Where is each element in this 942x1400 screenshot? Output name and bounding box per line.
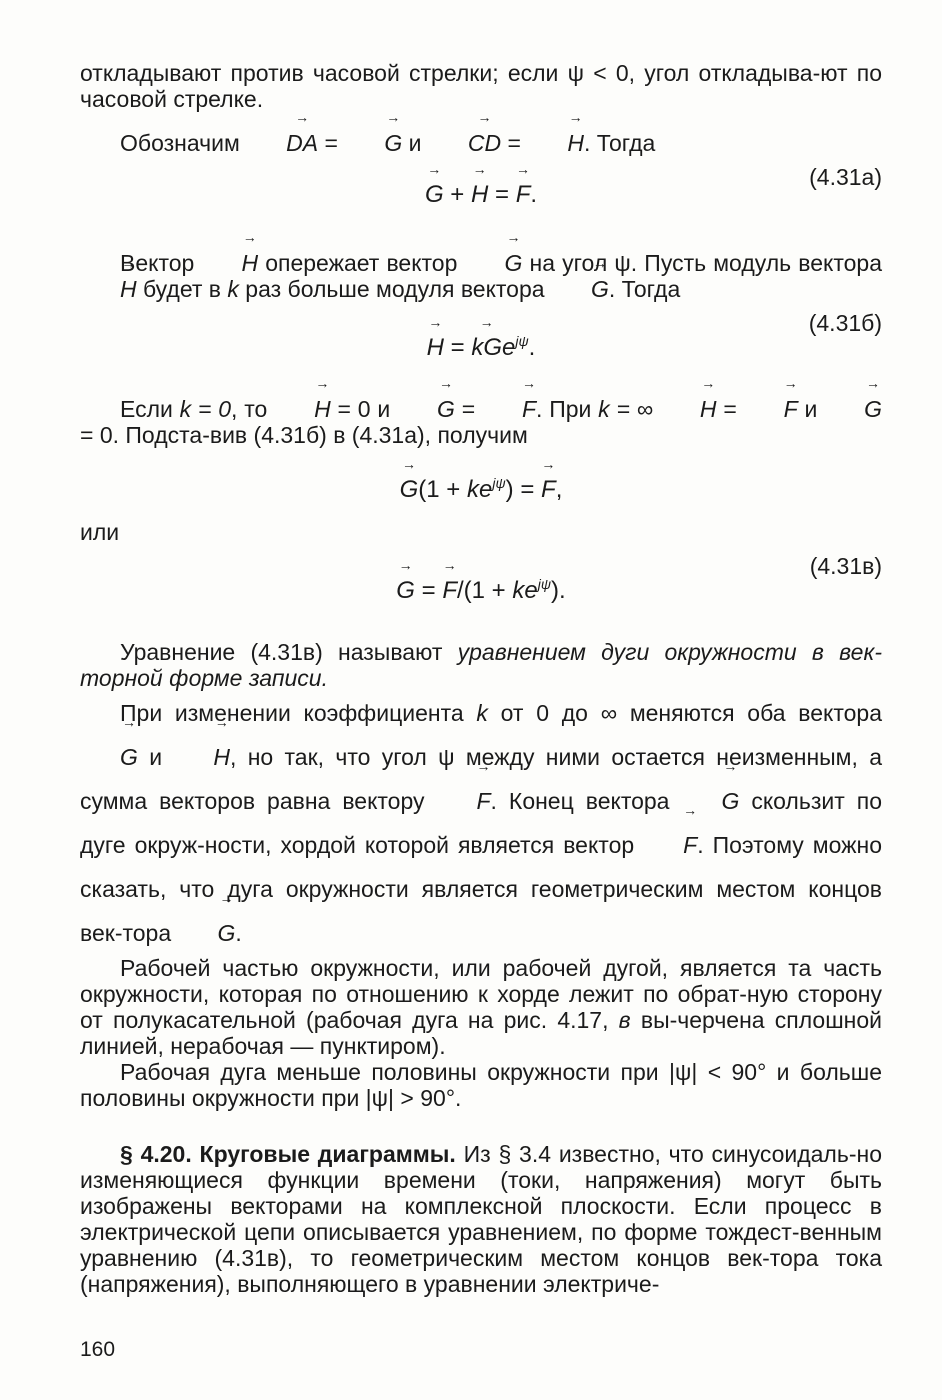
text: k = 0 (179, 396, 231, 422)
text: , (555, 476, 563, 503)
text: . Тогда (583, 130, 656, 156)
vector-G: → G (80, 735, 138, 779)
text: будет в (136, 276, 228, 302)
formula (80, 571, 882, 604)
text: ). (551, 577, 566, 604)
coefficient-k: k (227, 276, 239, 302)
text: = 0 (80, 422, 113, 448)
text: k (467, 476, 479, 503)
page-number: 160 (80, 1338, 116, 1361)
text: от 0 до ∞ меняются оба вектора (487, 700, 882, 726)
text: При изменении коэффициента (120, 700, 477, 726)
text: . (528, 334, 536, 361)
text: = 0 (330, 396, 371, 422)
text: k (476, 700, 488, 726)
text: . Подста-вив (4.31б) в (4.31а), получим (112, 422, 528, 448)
paragraph-5 (80, 639, 882, 691)
exponent: jψ (537, 576, 552, 592)
text: . При (536, 396, 599, 422)
equation-number: (4.31в) (809, 553, 882, 579)
text: Уравнение (4.31в) называют (120, 639, 458, 665)
vector-CD: → CD (428, 130, 501, 156)
paragraph-1: откладывают против часовой стрелки; если ψ < 0, угол откладыва-ют по часовой стрелке. (80, 60, 882, 112)
equation-number: (4.31а) (809, 164, 882, 190)
text: и (402, 130, 428, 156)
text: = (716, 396, 744, 422)
vector-H: → H (471, 182, 488, 208)
vector-H: → H (660, 396, 717, 422)
text: вы-черчена сплошной линией, нерабочая — пунктиром). (80, 1007, 882, 1059)
text: Вектор (120, 250, 202, 276)
formula (80, 182, 882, 208)
vector-G: → G (681, 779, 739, 823)
text: , но так, что угол ψ между ними остается неизменным, а сумма векторов равна вектору (80, 744, 882, 814)
text: . Поэтому можно сказать, что дуга окружности является геометрическим местом концов век-тора (80, 832, 882, 946)
text: и (370, 396, 397, 422)
text: . Конец вектора (490, 788, 682, 814)
text: скользит по дуге окруж-ности, хордой которой является вектор (80, 788, 882, 858)
exponent: jψ (515, 333, 529, 349)
italic-term: уравнением дуги окружности в век-торной форме записи. (80, 639, 882, 691)
vector-G: → G (551, 276, 609, 302)
text: на угол ψ. Пусть модуль вектора (522, 250, 882, 276)
vector-F: → F (541, 477, 556, 503)
text: k (512, 577, 525, 604)
text: ) (505, 476, 514, 503)
text: = (443, 334, 472, 361)
vector-F: → F (643, 823, 697, 867)
text: = (513, 476, 542, 503)
section-heading: § 4.20. Круговые диаграммы. (120, 1141, 456, 1167)
vector-G: → G (397, 396, 455, 422)
text: в (618, 1007, 631, 1033)
vector-H: → H (427, 335, 444, 361)
equation-4-31a (80, 164, 882, 220)
vector-G: → G (465, 250, 523, 276)
vector-H: → H (173, 735, 230, 779)
vector-F: → F (482, 396, 536, 422)
vector-G: → G (396, 578, 415, 604)
text: = (454, 396, 482, 422)
text: раз больше модуля вектора (238, 276, 551, 302)
text: e (502, 334, 516, 361)
vector-G: → G (425, 182, 444, 208)
vector-G: → G (400, 477, 419, 503)
text: (1 + (418, 476, 467, 503)
vector-F: → F (516, 182, 531, 208)
page-body (80, 60, 882, 1297)
vector-F: → F (744, 396, 798, 422)
text: k = ∞ (598, 396, 654, 422)
vector-F: → F (442, 578, 457, 604)
text: . (530, 181, 538, 208)
text: = (501, 130, 528, 156)
paragraph-3 (80, 250, 882, 302)
text: опережает вектор (258, 250, 465, 276)
vector-kG: → kG (471, 335, 502, 361)
text: = (414, 577, 443, 604)
paragraph-6 (80, 691, 882, 955)
text: Если (120, 396, 180, 422)
text: . (235, 920, 242, 946)
text: . Тогда (608, 276, 681, 302)
paragraph-8: Рабочая дуга меньше половины окружности при |ψ| < 90° и больше половины окружности при |ψ| > 90°. (80, 1059, 882, 1111)
text: /(1 + (457, 577, 513, 604)
or-word: или (80, 519, 120, 545)
vector-H: → H (80, 276, 137, 302)
exponent: jψ (492, 475, 506, 491)
vector-G: → G (344, 130, 402, 156)
equation-4-31b (80, 310, 882, 366)
vector-H: → H (201, 250, 258, 276)
text: e (524, 577, 538, 604)
text: Рабочей частью окружности, или рабочей дугой, является та часть окружности, которая по отношению к хорде лежит по обрат-ную сторону от полукасательной (рабочая дуга на рис. 4.17, (80, 955, 882, 1033)
vector-F: → F (436, 779, 490, 823)
text: и (137, 744, 174, 770)
equation-intermediate (80, 470, 882, 503)
paragraph-7 (80, 955, 882, 1059)
formula (80, 328, 882, 361)
text: + (443, 181, 471, 208)
paragraph-2 (80, 130, 882, 156)
section-4-20 (80, 1141, 882, 1297)
equation-number: (4.31б) (808, 310, 882, 336)
vector-G: → G (824, 396, 882, 422)
equation-4-31v (80, 553, 882, 609)
section-body: Из § 3.4 известно, что синусоидаль-но изменяющиеся функции времени (токи, напряжения) могут быть изображены векторами на комплексной плоскости. Если процесс в электрической цепи описывается уравнением, по форме тождест-венным уравнению (4.31в), то геометрическим местом концов век-тора тока (напряжения), выполняющего в уравнении электриче- (80, 1141, 882, 1297)
text: = (318, 130, 345, 156)
text: , то (231, 396, 275, 422)
vector-H: → H (527, 130, 584, 156)
vector-DA: → DA (246, 130, 318, 156)
text: e (479, 476, 493, 503)
text: и (797, 396, 825, 422)
paragraph-4 (80, 396, 882, 448)
vector-H: → H (274, 396, 331, 422)
text: Обозначим (120, 130, 247, 156)
vector-G: → G (178, 911, 236, 955)
text: = (488, 181, 516, 208)
